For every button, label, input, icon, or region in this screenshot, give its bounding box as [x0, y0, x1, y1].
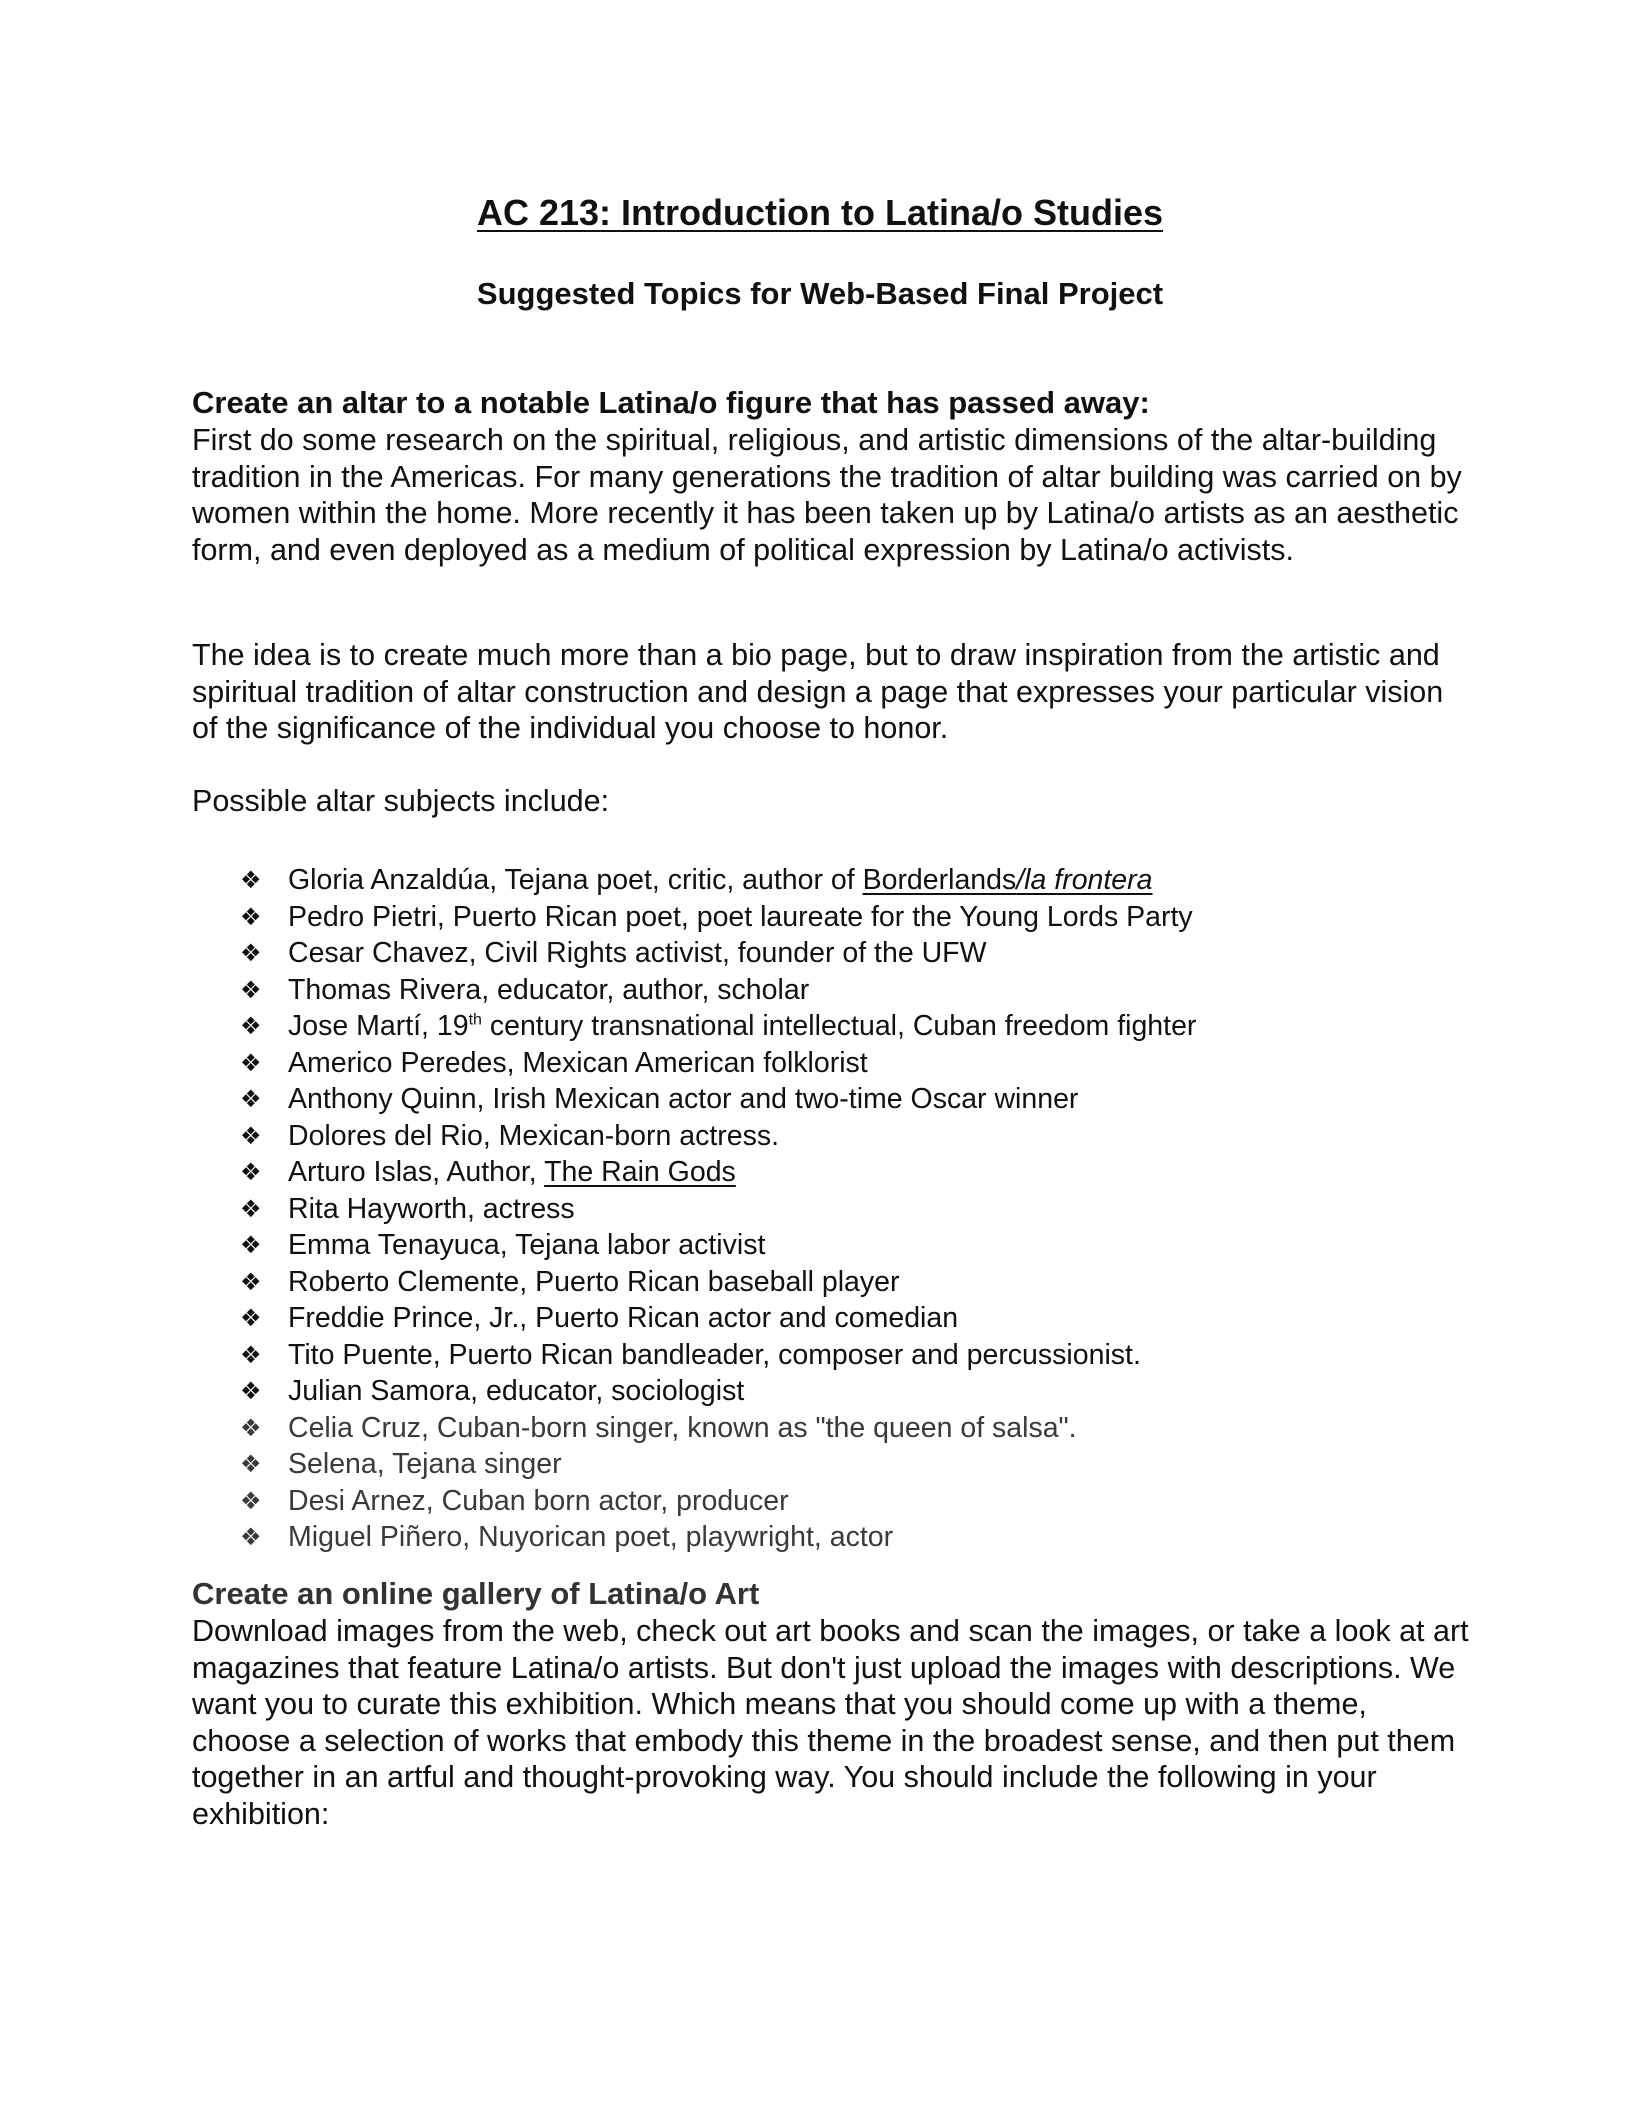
- diamond-bullet-icon: ❖: [240, 1450, 262, 1478]
- diamond-bullet-icon: ❖: [240, 1121, 262, 1150]
- diamond-bullet-icon: ❖: [240, 1048, 262, 1077]
- diamond-bullet-icon: ❖: [240, 1377, 262, 1405]
- diamond-bullet-icon: ❖: [240, 866, 262, 894]
- list-item-text: Roberto Clemente, Puerto Rican baseball player: [288, 1265, 900, 1298]
- list-item: [240, 1446, 1196, 1483]
- book-title-text: The Rain Gods: [544, 1156, 736, 1188]
- altar-heading: Create an altar to a notable Latina/o figure that has passed away:: [192, 385, 1150, 420]
- list-item: [240, 1410, 1196, 1447]
- diamond-bullet-icon: ❖: [240, 1304, 262, 1332]
- list-item-text: Desi Arnez, Cuban born actor, producer: [288, 1484, 789, 1517]
- book-title: [863, 864, 1153, 896]
- diamond-bullet-icon: ❖: [240, 1158, 262, 1186]
- diamond-bullet-icon: ❖: [240, 1486, 262, 1515]
- list-item-text: Americo Peredes, Mexican American folklorist: [288, 1046, 868, 1079]
- gallery-section: [192, 1575, 1472, 1833]
- list-item-text: Selena, Tejana singer: [288, 1448, 562, 1480]
- list-item: [240, 935, 1196, 972]
- list-item-text: Julian Samora, educator, sociologist: [288, 1375, 745, 1407]
- diamond-bullet-icon: ❖: [240, 1194, 262, 1223]
- list-item: [240, 1118, 1196, 1155]
- diamond-bullet-icon: ❖: [240, 1231, 262, 1259]
- list-item: [240, 1154, 1196, 1191]
- page-subtitle: Suggested Topics for Web-Based Final Project: [476, 276, 1164, 311]
- list-item: [240, 1519, 1196, 1556]
- diamond-bullet-icon: ❖: [240, 1085, 262, 1113]
- list-item: [240, 1045, 1196, 1082]
- book-title: [544, 1156, 736, 1188]
- list-item-text: Cesar Chavez, Civil Rights activist, founder of the UFW: [288, 937, 987, 969]
- list-item-text: Celia Cruz, Cuban-born singer, known as "the queen of salsa".: [288, 1411, 1077, 1444]
- list-item-text: Jose Martí, 19: [288, 1010, 469, 1042]
- list-item: [240, 1300, 1196, 1337]
- diamond-bullet-icon: ❖: [240, 939, 262, 967]
- list-item: [240, 1081, 1196, 1118]
- diamond-bullet-icon: ❖: [240, 1523, 262, 1551]
- book-title-italic: /la frontera: [1016, 864, 1153, 896]
- gallery-paragraph: Download images from the web, check out art books and scan the images, or take a look at art magazines that feature Latina/o artists. But don't just upload the images with descriptions. We want you to curate this exhibition. Which means that you should come up with a theme, choose a selection of works that embody this theme in the broadest sense, and then put them together in an artful and thought-provoking way. You should include the following in your exhibition:: [192, 1614, 1469, 1831]
- book-title-text: Borderlands: [862, 864, 1017, 896]
- ordinal-superscript: th: [468, 1011, 482, 1029]
- altar-section: [192, 384, 1472, 568]
- list-item: [240, 1264, 1196, 1301]
- list-item-text: Rita Hayworth, actress: [288, 1192, 575, 1225]
- list-item-text: Gloria Anzaldúa, Tejana poet, critic, author of: [288, 864, 863, 896]
- list-item: [240, 972, 1196, 1009]
- list-item: [240, 1373, 1196, 1410]
- list-item: [240, 1337, 1196, 1374]
- diamond-bullet-icon: ❖: [240, 1340, 262, 1369]
- altar-paragraph-2: The idea is to create much more than a bio page, but to draw inspiration from the artistic and spiritual tradition of altar construction and design a page that expresses your particular vision of the significance of the individual you choose to honor.: [192, 638, 1444, 746]
- list-item-text: Anthony Quinn, Irish Mexican actor and two-time Oscar winner: [288, 1083, 1079, 1115]
- altar-paragraph-1: First do some research on the spiritual, religious, and artistic dimensions of the altar-building tradition in the Americas. For many generations the tradition of altar building was carried on by women within the home. More recently it has been taken up by Latina/o artists as an aesthetic form, and even deployed as a medium of political expression by Latina/o activists.: [192, 423, 1462, 567]
- list-item: [240, 1191, 1196, 1228]
- page-title: AC 213: Introduction to Latina/o Studies: [476, 192, 1164, 233]
- altar-list-intro: Possible altar subjects include:: [192, 784, 610, 818]
- list-item: [240, 862, 1196, 899]
- diamond-bullet-icon: ❖: [240, 975, 262, 1004]
- list-item: [240, 1008, 1196, 1045]
- list-item: [240, 899, 1196, 936]
- diamond-bullet-icon: ❖: [240, 1012, 262, 1040]
- list-item: [240, 1483, 1196, 1520]
- list-item-text: Arturo Islas, Author,: [288, 1156, 545, 1188]
- list-intro-block: [192, 783, 1472, 820]
- list-item-text: Freddie Prince, Jr., Puerto Rican actor and comedian: [288, 1302, 959, 1334]
- list-item: [240, 1227, 1196, 1264]
- list-item-text: century transnational intellectual, Cuban freedom fighter: [481, 1010, 1197, 1042]
- list-item-text: Miguel Piñero, Nuyorican poet, playwright, actor: [288, 1521, 894, 1553]
- diamond-bullet-icon: ❖: [240, 1413, 262, 1442]
- list-item-text: Tito Puente, Puerto Rican bandleader, composer and percussionist.: [288, 1338, 1141, 1371]
- diamond-bullet-icon: ❖: [240, 1267, 262, 1296]
- altar-paragraph-2-block: [192, 637, 1472, 747]
- gallery-heading: Create an online gallery of Latina/o Art: [192, 1576, 760, 1611]
- diamond-bullet-icon: ❖: [240, 902, 262, 931]
- list-item-text: Thomas Rivera, educator, author, scholar: [288, 973, 810, 1006]
- list-item-text: Emma Tenayuca, Tejana labor activist: [288, 1229, 766, 1261]
- altar-subjects-list: [240, 862, 1196, 1556]
- list-item-text: Dolores del Rio, Mexican-born actress.: [288, 1119, 780, 1152]
- list-item-text: Pedro Pietri, Puerto Rican poet, poet laureate for the Young Lords Party: [288, 900, 1193, 933]
